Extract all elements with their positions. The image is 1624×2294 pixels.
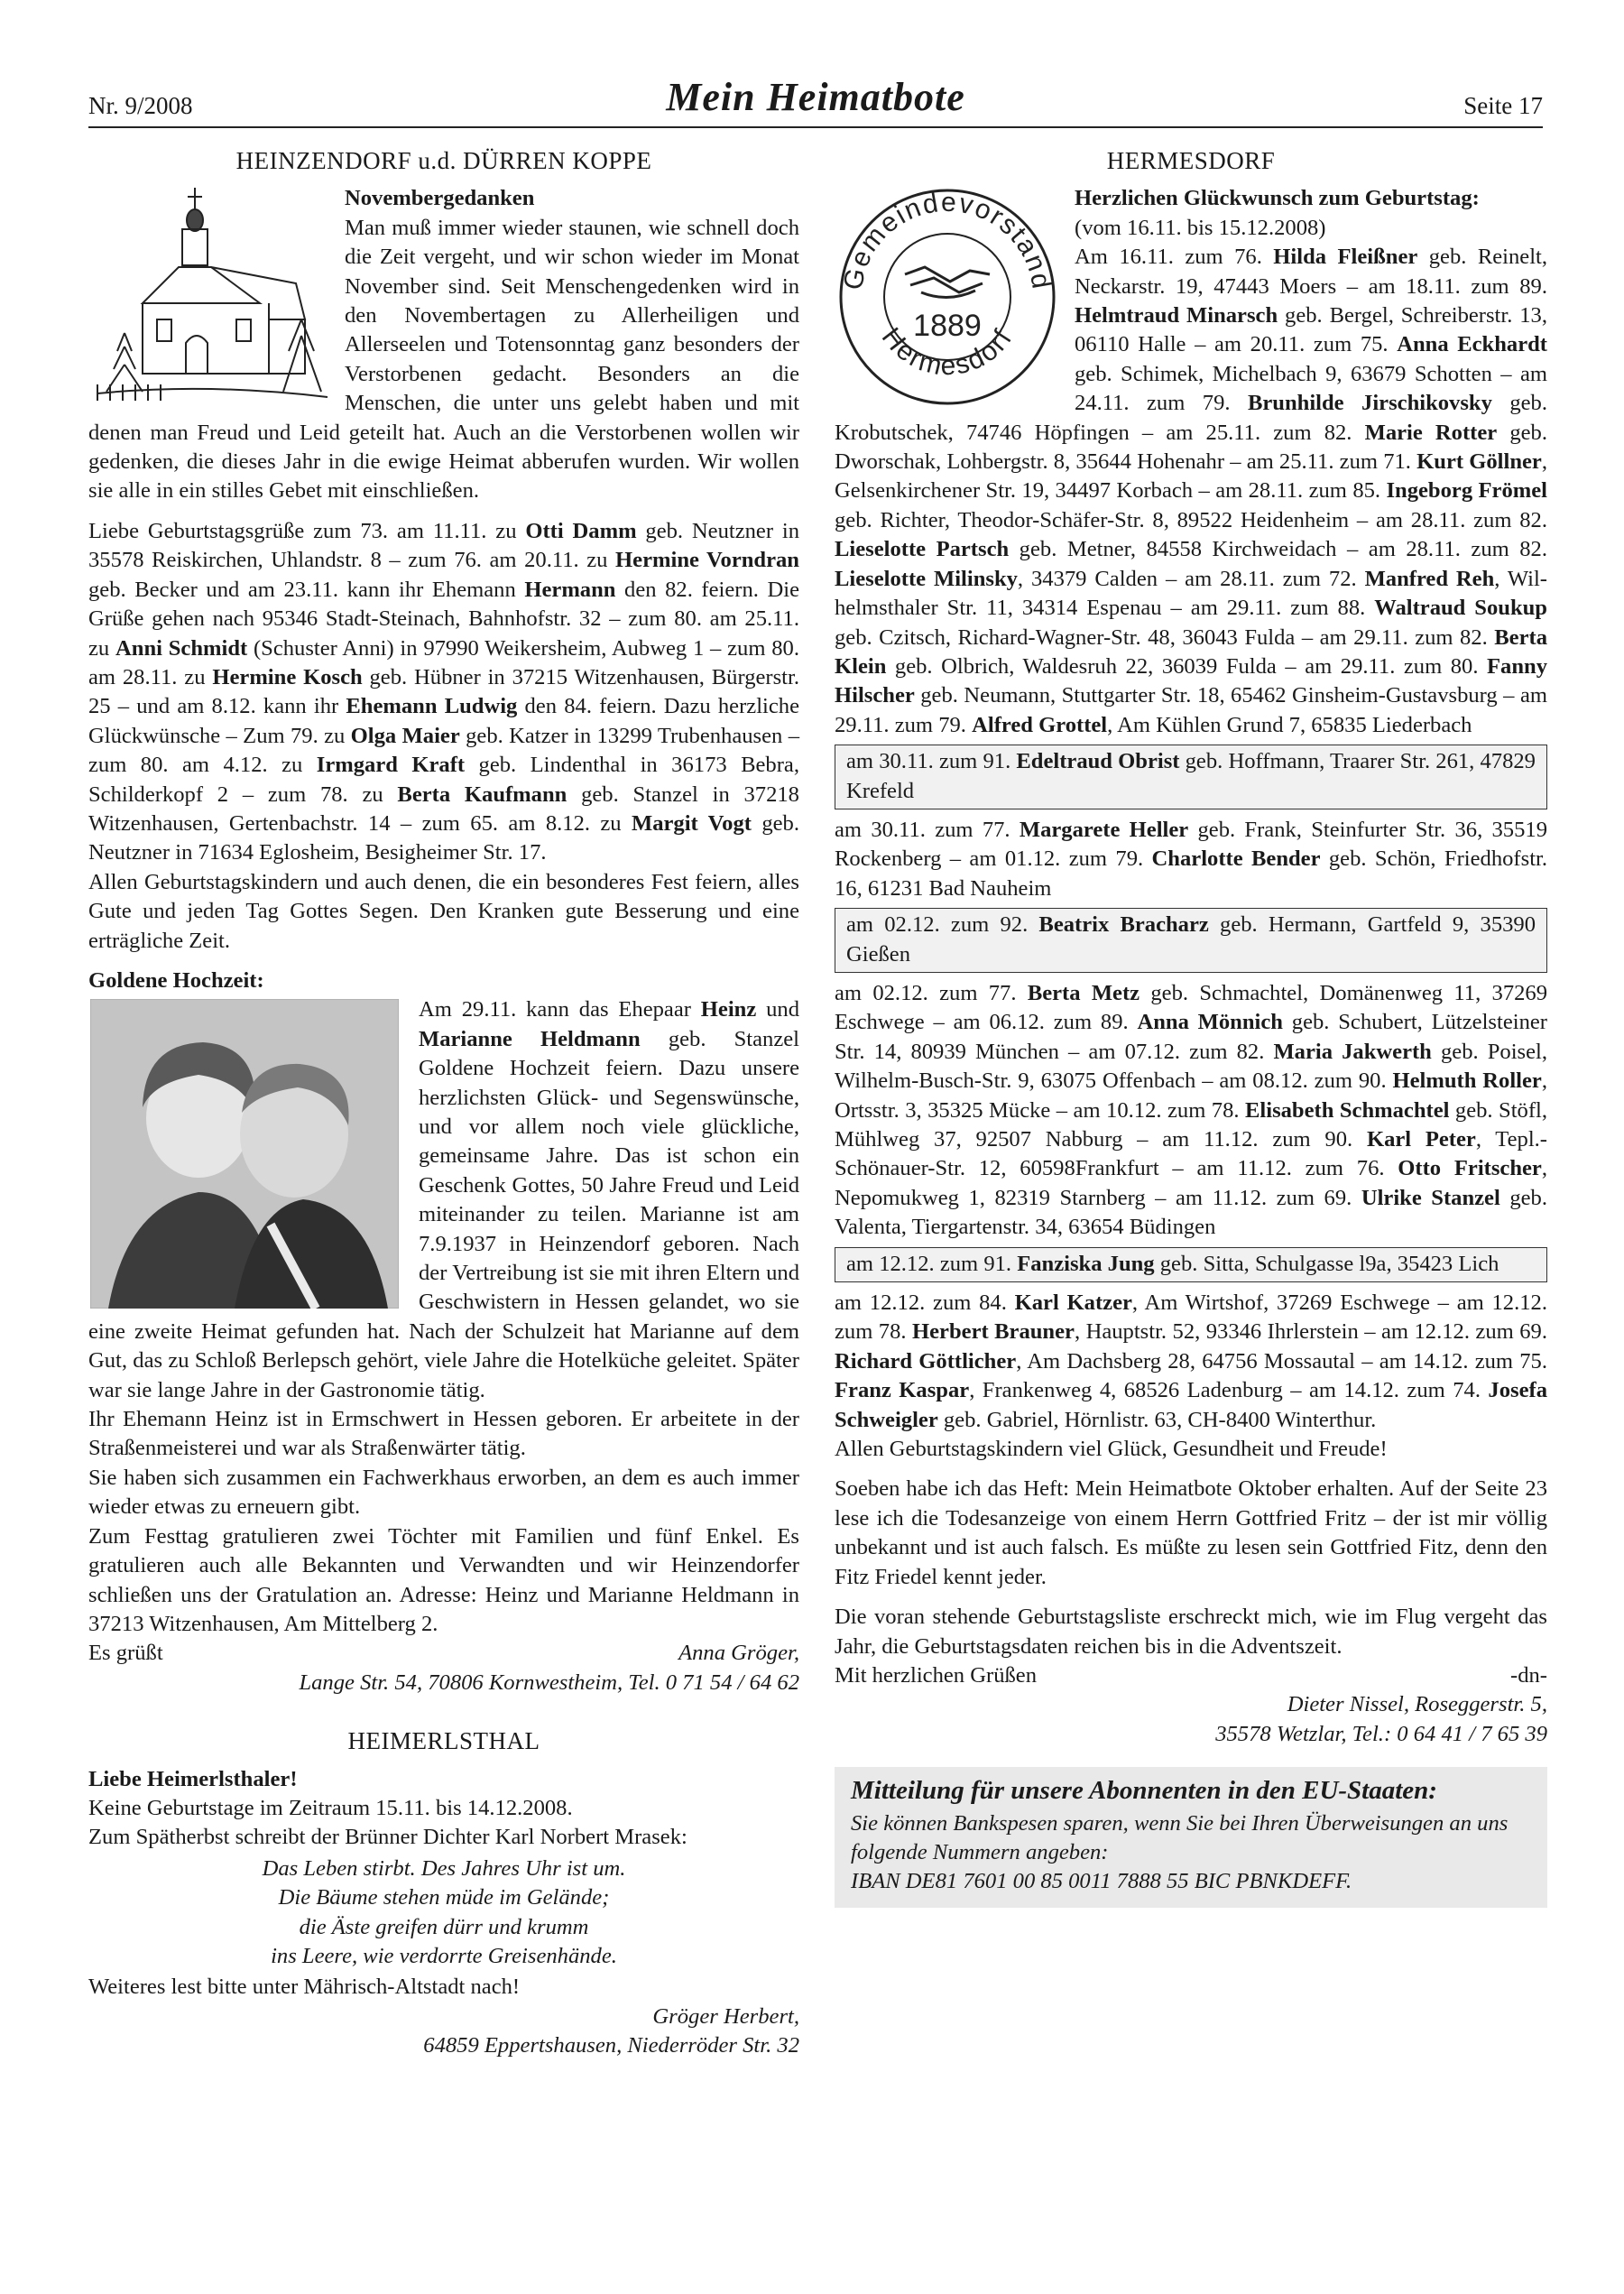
text-run: geb. Sitta, Schulgasse l9a, 35423 Lich (1154, 1251, 1499, 1276)
congrats-heading: Herzlichen Glückwunsch zum Geburtstag: (1075, 186, 1480, 211)
signature-herbert-name: Gröger Herbert, (652, 2003, 799, 2029)
person-name: Karl Peter (1366, 1127, 1476, 1152)
person-name: Charlotte Bender (1151, 846, 1321, 872)
text-run: , Am Wirtshof, 37269 Eschwege – am 12.12. zum 78. (835, 1290, 1547, 1345)
text-run: geb. Stanzel Goldene Hochzeit feiern. Dazu unsere herzlichsten Glück- und Segenswünsche, und vor allem noch viele glückliche, gemeinsame Jahre. Das ist schon ein Geschenk Gottes, 50 Jahre Freud und Leid miteinander zu teilen. Marianne ist am 7.9.1937 in Heinzendorf geboren. Nach der Vertreibung ist sie mit ihren Eltern und Geschwistern in Hessen gelandet, wo sie eine zweite Heimat gefunden hat. Nach der Schulzeit hat Marianne auf dem Gut, das zu Schloß Berlepsch gehört, viele Jahre die Hotelküche geleitet. Später war sie lange Jahre in der Gastronomie tätig. (88, 1026, 800, 1402)
person-name: Heinz (700, 997, 757, 1022)
person-name: Ingeborg Frömel (1386, 478, 1547, 504)
text-run: geb. Hermann, Gartfeld 9, 35390 Gießen (846, 912, 1536, 967)
text-run: am 02.12. zum 92. (846, 912, 1039, 938)
handshake-icon (905, 267, 990, 298)
person-name: Richard Göttlicher (835, 1348, 1017, 1374)
person-name: Hermann (524, 577, 616, 602)
text-run: geb. Metner, 84558 Kirchweidach – am 28.11. zum 82. (1009, 537, 1547, 562)
text-run: geb. Lindenthal in 36173 Bebra, Schilderkopf 2 – zum 78. zu (88, 753, 799, 807)
note-list: Die voran stehende Geburtstagsliste erschreckt mich, wie im Flug vergeht das Jahr, die Geburtstagsdaten reichen bis in die Adventszeit. (835, 1605, 1547, 1659)
text-run: am 12.12. zum 91. (846, 1251, 1018, 1276)
text-run: geb. Neumann, Stuttgarter Str. 18, 65462 Ginsheim-Gustavsburg – am 29.11. zum 79. (835, 683, 1547, 737)
person-name: Kurt Göllner (1416, 449, 1542, 475)
period: (vom 16.11. bis 15.12.2008) (1075, 215, 1326, 240)
text-run: Am 16.11. zum 76. (1075, 245, 1274, 270)
text-run: geb. Katzer in 13299 Trubenhausen – zum 80. am 4.12. zu (88, 723, 799, 778)
text-run: geb. Stanzel in 37218 Witzenhausen, Gertenbachstr. 14 – zum 65. am 8.12. zu (88, 782, 799, 836)
poem (88, 1855, 799, 1972)
text-run: geb. Richter, Theodor-Schäfer-Str. 8, 89522 Heidenheim – am 28.11. zum 82. (835, 507, 1547, 532)
signature-dieter-name: Dieter Nissel, Roseggerstr. 5, (1287, 1692, 1547, 1717)
text-run: , Wilhelmsthaler Str. 11, 34314 Espenau – am 29.11. zum 88. (835, 566, 1547, 621)
person-name: Otto Fritscher (1398, 1156, 1542, 1181)
church-sketch-icon (88, 184, 332, 410)
text-run: am 02.12. zum 77. (835, 980, 1028, 1005)
person-name: Brunhilde Jirschikovsky (1247, 391, 1492, 416)
person-name: Lieselotte Partsch (835, 537, 1010, 562)
person-name: Ulrike Stanzel (1361, 1185, 1500, 1210)
municipal-stamp-icon (835, 184, 1060, 410)
paragraph-birthday-greetings (88, 517, 799, 868)
poem-line: die Äste greifen dürr und krumm (299, 1914, 589, 1939)
person-name: Maria Jakwerth (1273, 1039, 1432, 1064)
eu-notice-title: Mitteilung für unsere Abonnenten in den EU-Staaten: (851, 1776, 1437, 1806)
text-run: Liebe Geburtstagsgrüße zum 73. am 11.11. zu (88, 518, 526, 543)
paragraph-fachwerkhaus: Sie haben sich zusammen ein Fachwerkhaus erworben, an dem es auch immer wieder etwas zu erneuern gibt. (88, 1465, 799, 1520)
wishes: Allen Geburtstagskindern viel Glück, Gesundheit und Freude! (835, 1437, 1388, 1462)
poem-line: ins Leere, wie verdorrte Greisenhände. (271, 1943, 617, 1968)
person-name: Anni Schmidt (115, 635, 248, 661)
person-name: Berta Klein (835, 624, 1547, 679)
text-run: am 12.12. zum 84. (835, 1290, 1015, 1316)
text-run: geb. Stöfl, Mühlweg 37, 92507 Nabburg – am 11.12. zum 90. (835, 1097, 1548, 1152)
text-run: am 30.11. zum 91. (846, 749, 1017, 774)
signature-dieter-address: 35578 Wetzlar, Tel.: 0 64 41 / 7 65 39 (1215, 1721, 1547, 1746)
person-name: Karl Katzer (1014, 1290, 1132, 1316)
text-run: geb. Neutzner in 35578 Reiskirchen, Uhlandstr. 8 – zum 76. am 20.11. zu (88, 518, 799, 573)
poem-line: Die Bäume stehen müde im Gelände; (278, 1885, 610, 1910)
person-name: Helmuth Roller (1392, 1068, 1542, 1094)
person-name: Hermine Kosch (212, 664, 363, 689)
paragraph-festtag: Zum Festtag gratulieren zwei Töchter mit Familien und fünf Enkel. Es gratulieren auch alle Bekannten und Verwandten und wir Heinzendorfer schließen uns der Gratulation an. Adresse: Heinz und Marianne Heldmann in 37213 Witzenhausen, Am Mittelberg 2. (88, 1523, 799, 1636)
text-run: den 82. feiern. Die Grüße gehen nach 95346 Stadt-Steinach, Bahnhofstr. 32 – zum 80. am 25.11. zu (88, 577, 799, 661)
highlight-box-3 (835, 1247, 1547, 1282)
person-name: Josefa Schweigler (835, 1378, 1547, 1432)
signature-dieter (835, 1661, 1547, 1690)
text-run: , Nepomukweg 1, 82319 Starnberg – am 11.12. zum 69. (835, 1156, 1547, 1210)
text-run: , Ortsstr. 3, 35325 Mücke – am 10.12. zum 78. (835, 1068, 1547, 1123)
person-name: Irmgard Kraft (316, 753, 466, 778)
text-run: , Frankenweg 4, 68526 Ladenburg – am 14.12. zum 74. (969, 1378, 1489, 1403)
text-run: , Am Kühlen Grund 7, 65835 Liederbach (1107, 712, 1472, 737)
signature-address: Lange Str. 54, 70806 Kornwestheim, Tel. 0 71 54 / 64 62 (299, 1670, 799, 1695)
stamp-year: 1889 (913, 309, 982, 344)
paragraph-poet-intro: Zum Spätherbst schreibt der Brünner Dichter Karl Norbert Mrasek: (88, 1825, 687, 1850)
signature-herbert-address: 64859 Eppertshausen, Niederröder Str. 32 (423, 2033, 799, 2058)
paragraph-no-birthdays: Keine Geburtstage im Zeitraum 15.11. bis 14.12.2008. (88, 1795, 573, 1820)
text-run: geb. Hübner in 37215 Witzenhausen, Bürgerstr. 25 – und am 8.12. kann ihr (88, 664, 799, 719)
person-name: Otti Damm (525, 518, 637, 543)
text-run: geb. Krobutschek, 74746 Höpfingen – am 25.11. zum 82. (835, 391, 1548, 445)
signature-anna (88, 1639, 799, 1668)
person-name: Lieselotte Milinsky (835, 566, 1018, 591)
text-run: geb. Schön, Friedhofstr. 16, 61231 Bad Nauheim (835, 846, 1548, 901)
note-correction: Soeben habe ich das Heft: Mein Heimatbote Oktober erhalten. Auf der Seite 23 lese ich die Todesanzeige von einem Herrn Gottfried Fritz – der ist mir völlig unbekannt und ist auch falsch. Es müßte zu lesen sein Gottfried Fitz, denn den Fitz Friedel kennt jeder. (835, 1476, 1547, 1589)
text-run: geb. Becker und am 23.11. kann ihr Ehemann (88, 577, 525, 602)
eu-notice-iban: IBAN DE81 7601 00 85 0011 7888 55 BIC PBNKDEFF. (851, 1869, 1352, 1894)
eu-notice-body: Sie können Bankspesen sparen, wenn Sie bei Ihren Überweisungen an uns folgende Nummern angeben: (851, 1810, 1509, 1864)
person-name: Manfred Reh (1364, 566, 1495, 591)
text-run: den 84. feiern. Dazu herzliche Glückwünsche – Zum 79. zu (88, 694, 799, 748)
person-name: Waltraud Soukup (1374, 596, 1547, 621)
section-title-heinzendorf: HEINZENDORF u.d. DÜRREN KOPPE (235, 147, 652, 174)
stamp-top-text: Gemeindevorstand (837, 188, 1057, 293)
person-name: Fanny Hilscher (835, 653, 1547, 708)
signature-greeting: Mit herzlichen Grüßen (835, 1662, 1037, 1688)
subtitle-novembergedanken: Novembergedanken (345, 186, 535, 211)
masthead: Mein Heimatbote (666, 75, 965, 119)
person-name: Elisabeth Schmachtel (1245, 1097, 1450, 1123)
text-run: , Am Dachsberg 28, 64756 Mossautal – am 14.12. zum 75. (1016, 1348, 1548, 1374)
issue-number: Nr. 9/2008 (88, 92, 193, 119)
person-name: Margarete Heller (1019, 817, 1189, 842)
highlight-box-2 (835, 908, 1547, 973)
paragraph-heinz: Ihr Ehemann Heinz ist in Ermschwert in Hessen geboren. Er arbeitete in der Straßenmeisterei und war als Straßenwärter tätig. (88, 1407, 799, 1461)
text-run: geb. Czitsch, Richard-Wagner-Str. 48, 36043 Fulda – am 29.11. zum 82. (835, 624, 1495, 650)
section-title-hermesdorf: HERMESDORF (1106, 147, 1276, 174)
birthday-list-4 (835, 1289, 1547, 1435)
text-run: geb. Frank, Steinfurter Str. 36, 35519 Rockenberg – am 01.12. zum 79. (835, 817, 1547, 872)
heading-goldene-hochzeit: Goldene Hochzeit: (88, 967, 264, 993)
page-number: Seite 17 (1463, 92, 1543, 119)
person-name: Herbert Brauner (912, 1319, 1075, 1345)
paragraph-novembergedanken: Man muß immer wieder staunen, wie schnell doch die Zeit vergeht, und wir schon wieder im Monat November sind. Seit Menschengedenken wird in den Novembertagen zu Allerheiligen und Allerseelen und Totensonntag ganz besonders der Verstorbenen gedacht. Besonders an die Menschen, die unter uns gelebt haben und mit denen man Freud und Leid geteilt hat. Auch an die Verstorbenen wollen wir gedenken, die dieses Jahr in die ewige Heimat abberufen wurden. Wir wollen sie alle in ein stilles Gebet mit einschließen. (88, 215, 799, 504)
text-run: , 34379 Calden – am 28.11. zum 72. (1017, 566, 1365, 591)
person-name: Berta Metz (1027, 980, 1140, 1005)
person-name: Ehemann Ludwig (346, 694, 518, 719)
text-run: geb. Poisel, Wilhelm-Busch-Str. 9, 63075 Offenbach – am 08.12. zum 90. (835, 1039, 1548, 1094)
text-run: geb. Bergel, Schreiberstr. 13, 06110 Halle – am 20.11. zum 75. (1075, 303, 1547, 357)
text-run: geb. Schubert, Lützelsteiner Str. 14, 80939 München – am 07.12. zum 82. (835, 1010, 1547, 1064)
person-name: Anna Eckhardt (1397, 332, 1547, 357)
person-name: Anna Mönnich (1137, 1010, 1283, 1035)
poem-line: Das Leben stirbt. Des Jahres Uhr ist um. (262, 1855, 626, 1881)
paragraph-closing-wishes: Allen Geburtstagskindern und auch denen, die ein besonderes Fest feiern, alles Gute und jeden Tag Gottes Segen. Den Kranken gute Besserung und eine erträgliche Zeit. (88, 869, 799, 953)
signature-name: Anna Gröger, (678, 1641, 799, 1666)
text-run: , Gelsenkirchener Str. 19, 34497 Korbach – am 28.11. zum 85. (835, 449, 1547, 504)
stamp-bottom-text: Hermesdorf (875, 322, 1020, 383)
highlight-box-1 (835, 745, 1547, 809)
person-name: Hilda Fleißner (1273, 245, 1418, 270)
signature-greeting: Es grüßt (88, 1641, 163, 1666)
person-name: Alfred Grottel (972, 712, 1108, 737)
person-name: Marie Rotter (1364, 420, 1498, 445)
person-name: Franz Kaspar (835, 1378, 970, 1403)
text-run: geb. Reinelt, Neckarstr. 19, 47443 Moers – am 18.11. zum 89. (1075, 245, 1548, 299)
person-name: Edeltraud Obrist (1016, 749, 1180, 774)
page-header (88, 75, 1543, 128)
text-run: , Tepl.-Schönauer-Str. 12, 60598Frankfurt – am 11.12. zum 76. (835, 1127, 1547, 1181)
person-name: Helmtraud Minarsch (1075, 303, 1278, 328)
person-name: Hermine Vorndran (615, 548, 799, 573)
person-name: Berta Kaufmann (397, 782, 567, 807)
person-name: Beatrix Bracharz (1038, 912, 1209, 938)
signature-short: -dn- (1510, 1662, 1547, 1688)
text-run: am 30.11. zum 77. (835, 817, 1020, 842)
right-column (835, 143, 1547, 1908)
paragraph-more-info: Weiteres lest bitte unter Mährisch-Altstadt nach! (88, 1975, 521, 2000)
couple-photo (90, 999, 399, 1309)
text-run: , Hauptstr. 52, 93346 Ihrlerstein – am 12.12. zum 69. (1074, 1319, 1547, 1345)
text-run: und (756, 997, 799, 1022)
text-run: geb. Olbrich, Waldesruh 22, 36039 Fulda – am 29.11. zum 80. (886, 653, 1488, 679)
person-name: Olga Maier (350, 723, 460, 748)
text-run: geb. Valenta, Tiergartenstr. 34, 63654 Büdingen (835, 1185, 1547, 1240)
text-run: geb. Gabriel, Hörnlistr. 63, CH-8400 Winterthur. (937, 1407, 1377, 1432)
text-run: geb. Schmachtel, Domänenweg 11, 37269 Eschwege – am 06.12. zum 89. (835, 980, 1548, 1035)
person-name: Fanziska Jung (1017, 1251, 1155, 1276)
left-column (88, 143, 799, 2061)
eu-notice-box (835, 1767, 1547, 1908)
salutation-heimerlsthal: Liebe Heimerlsthaler! (88, 1766, 298, 1791)
birthday-list-2 (835, 816, 1547, 903)
text-run: geb. Hoffmann, Traarer Str. 261, 47829 Krefeld (846, 749, 1536, 803)
text-run: geb. Dworschak, Lohbergstr. 8, 35644 Hohenahr – am 25.11. zum 71. (835, 420, 1548, 475)
section-title-heimerlsthal: HEIMERLSTHAL (347, 1727, 540, 1755)
person-name: Margit Vogt (631, 810, 752, 836)
text-run: geb. Neutzner in 71634 Eglosheim, Besigheimer Str. 17. (88, 810, 799, 865)
text-run: Am 29.11. kann das Ehepaar (419, 997, 701, 1022)
text-run: (Schuster Anni) in 97990 Weikersheim, Aubweg 1 – zum 80. am 28.11. zu (88, 635, 799, 689)
birthday-list-3 (835, 979, 1547, 1243)
person-name: Marianne Heldmann (419, 1026, 641, 1051)
text-run: geb. Schimek, Michelbach 9, 63679 Schotten – am 24.11. zum 79. (1075, 361, 1547, 416)
